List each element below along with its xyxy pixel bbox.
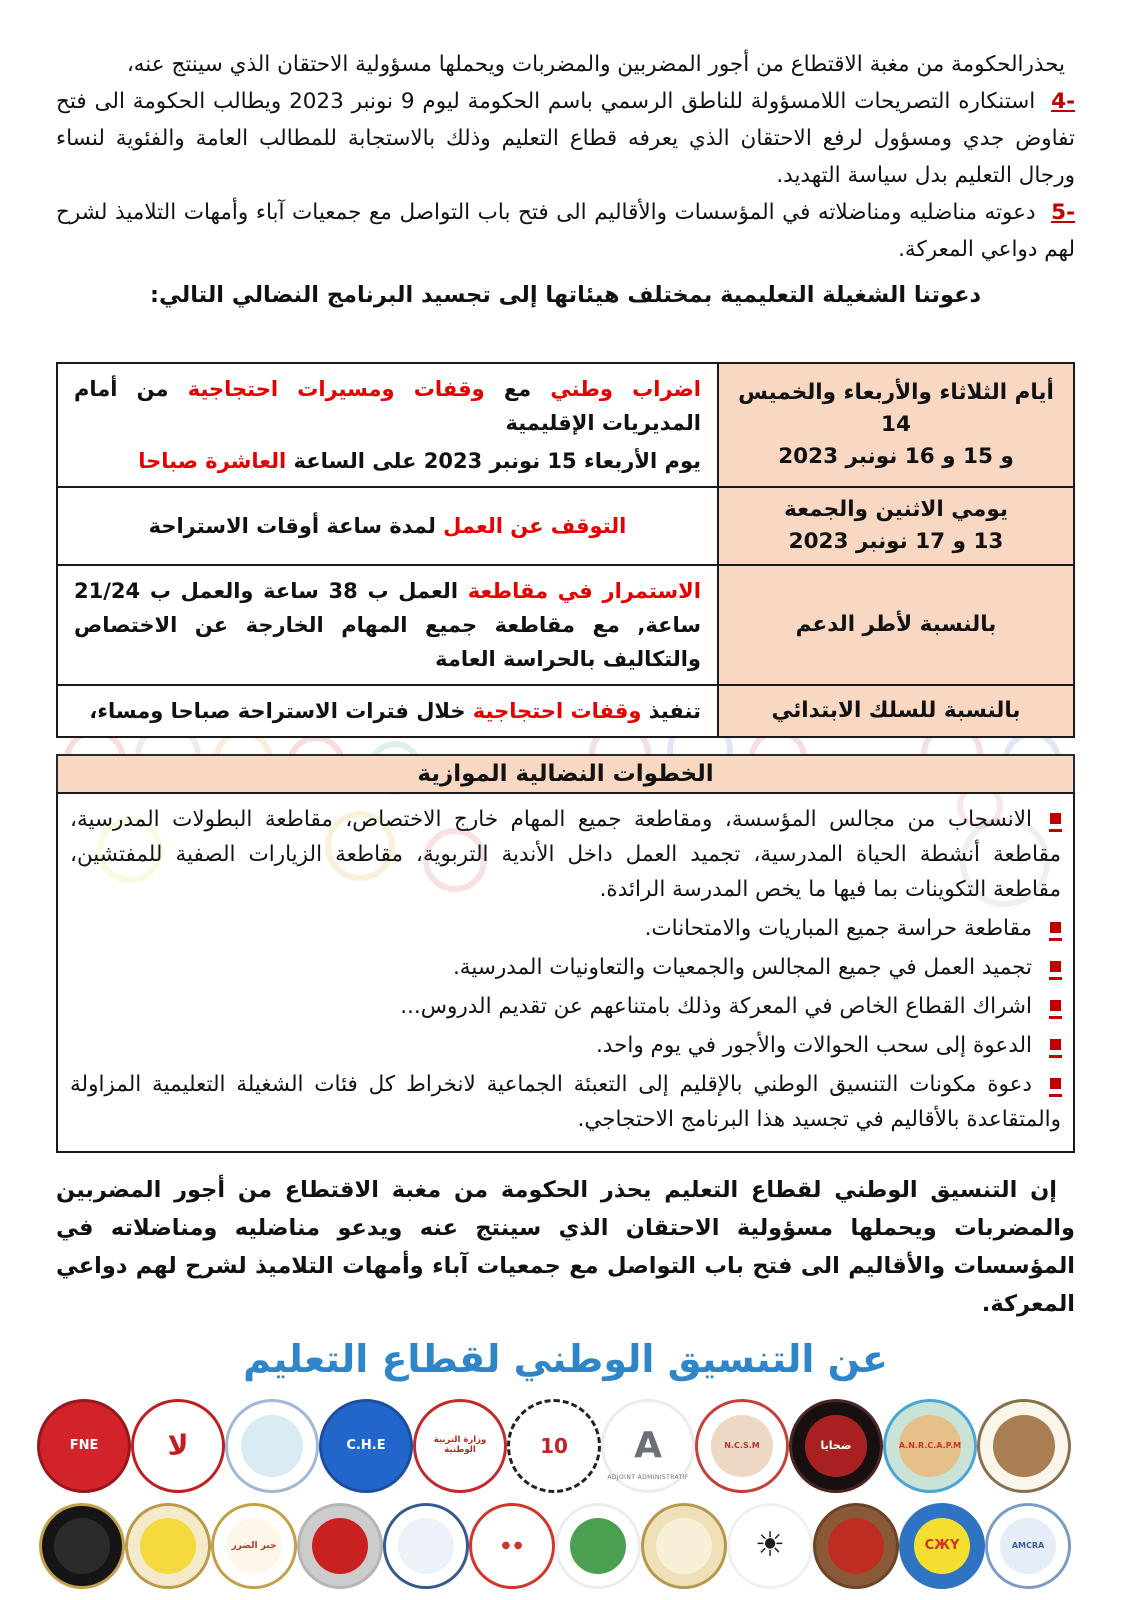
action-cell (58, 488, 717, 564)
program-table-row (58, 566, 1073, 686)
date-cell (717, 686, 1073, 736)
ten-hands-logo (507, 1399, 601, 1493)
step-text: الانسحاب من مجالس المؤسسة، ومقاطعة جميع المهام خارج الاختصاص، مقاطعة البطولات المدرسية، مقاطعة أنشطة الحياة المدرسية، تجميد العمل داخل الأندية التربوية، مقاطعة الزيارات الصفية للمفتشين، مقاطعة التكوينات بما فيها ما يخص المدرسة الرائدة. (70, 807, 1061, 902)
action-paragraph (74, 372, 701, 440)
step-text: الدعوة إلى سحب الحوالات والأجور في يوم واحد. (595, 1033, 1032, 1058)
bullet-square-icon (1050, 922, 1061, 933)
step-item (70, 802, 1061, 907)
logo-inner-disc (828, 1518, 884, 1574)
tifinagh-letters-logo (899, 1503, 985, 1589)
hands-solidarity-logo (813, 1503, 899, 1589)
date-line: يومي الاثنين والجمعة (784, 497, 1008, 522)
fne-logo (37, 1399, 131, 1493)
sunburst-people-logo (125, 1503, 211, 1589)
logo-text: C.H.E (346, 1437, 386, 1453)
parallel-steps-box (56, 792, 1075, 1153)
program-table-row (58, 686, 1073, 736)
item-text: دعوته مناضليه ومناضلاته في المؤسسات والأقاليم الى فتح باب التواصل مع جمعيات آباء وأمهات التلاميذ لشرح لهم دواعي المعركة. (56, 200, 1075, 262)
program-lead-line: دعوتنا الشغيلة التعليمية بمختلف هيئاتها إلى تجسيد البرنامج النضالي التالي: (149, 282, 982, 308)
action-paragraph (74, 574, 701, 676)
date-line: بالنسبة لأطر الدعم (795, 612, 997, 637)
date-line: 13 و 17 نونبر 2023 (788, 529, 1004, 554)
parallel-steps-header: الخطوات النضالية الموازية (56, 754, 1075, 792)
action-cell (58, 566, 717, 684)
logo-inner-disc (140, 1518, 196, 1574)
text-segment: خلال فترات الاستراحة صباحا ومساء، (89, 699, 466, 723)
item-number: 5- (1051, 200, 1075, 225)
date-line: أيام الثلاثاء والأربعاء والخميس (738, 380, 1054, 405)
date-cell (717, 566, 1073, 684)
action-cell (58, 364, 717, 486)
parallel-steps-list (70, 802, 1061, 1137)
bullet-square-icon (1050, 813, 1061, 824)
logo-inner-disc (570, 1518, 626, 1574)
action-paragraph (74, 694, 701, 728)
date-line: بالنسبة للسلك الابتدائي (771, 698, 1021, 723)
text-segment: العمل ب 38 ساعة والعمل ب 21/24 ساعة, مع مقاطعة جميع المهام الخارجة عن الاختصاص والتكاليف بالحراسة العامة (74, 579, 701, 671)
bullet-square-icon (1050, 1000, 1061, 1011)
adjoint-administratif-logo (601, 1399, 695, 1493)
logo-inner-disc (398, 1518, 454, 1574)
logo-text: AMCRA (1011, 1541, 1045, 1551)
logo-inner-disc (656, 1518, 712, 1574)
black-gold-emblem-logo (39, 1503, 125, 1589)
people-ring-gold-logo (641, 1503, 727, 1589)
red-fist-logo (297, 1503, 383, 1589)
text-segment: مع (484, 377, 532, 401)
logo-text: ضحايا (820, 1438, 852, 1452)
logo-text: ☀ (754, 1525, 786, 1566)
logo-text: N.C.S.M (724, 1441, 760, 1451)
logo-inner-disc (312, 1518, 368, 1574)
red-emphasis-text: وقفات ومسيرات احتجاجية (168, 377, 485, 401)
anrcapm-logo (883, 1399, 977, 1493)
date-cell (717, 364, 1073, 486)
logo-text: وزارة التربية الوطنية (433, 1435, 487, 1455)
ncsm-logo (695, 1399, 789, 1493)
jabr-addarar-logo (211, 1503, 297, 1589)
intro-continuation-text: يحذرالحكومة من مغبة الاقتطاع من أجور المضربين والمضربات ويحملها مسؤولية الاحتقان الذي سينتج عنه، (126, 52, 1065, 77)
numbered-item-4 (56, 83, 1075, 194)
red-emphasis-text: الاستمرار في مقاطعة (458, 579, 701, 603)
numbered-item-5 (56, 194, 1075, 268)
support-staff-starburst-logo (727, 1503, 813, 1589)
program-table-row (58, 364, 1073, 488)
step-item (70, 911, 1061, 946)
logo-text: FNE (69, 1437, 99, 1453)
logo-text: جبر الضرر (231, 1540, 277, 1551)
step-item (70, 950, 1061, 985)
red-emphasis-text: وقفات احتجاجية (465, 699, 642, 723)
logo-text: ● ● (501, 1540, 523, 1552)
step-item (70, 989, 1061, 1024)
logo-row-2 (56, 1503, 1075, 1589)
logo-text: A.N.R.C.A.P.M (898, 1441, 962, 1451)
technicians-union-logo (555, 1503, 641, 1589)
bullet-square-icon (1050, 1078, 1061, 1089)
action-paragraph (74, 444, 701, 478)
logo-row-1 (56, 1399, 1075, 1493)
laa-logo (131, 1399, 225, 1493)
signature-title: عن التنسيق الوطني لقطاع التعليم (243, 1337, 888, 1381)
dahaya-nidamain-logo (789, 1399, 883, 1493)
text-segment: يوم الأربعاء 15 نونبر 2023 على الساعة (286, 449, 701, 473)
che-logo (319, 1399, 413, 1493)
step-text: مقاطعة حراسة جميع المباريات والامتحانات. (644, 916, 1032, 941)
retirees-care-logo (469, 1503, 555, 1589)
red-emphasis-text: التوقف عن العمل (435, 514, 627, 538)
text-segment: تنفيذ (641, 699, 701, 723)
date-line: و 15 و 16 نونبر 2023 (778, 444, 1014, 469)
date-line: 14 (881, 412, 911, 437)
date-cell (717, 488, 1073, 564)
logo-text: A (634, 1425, 662, 1467)
logo-caption: ADJOINT ADMINISTRATIF (607, 1474, 689, 1481)
red-emphasis-text: العاشرة صباحا (138, 449, 287, 473)
action-cell (58, 686, 717, 736)
logo-text: لا (167, 1428, 189, 1462)
step-text: اشراك القطاع الخاص في المعركة وذلك بامتناعهم عن تقديم الدروس... (400, 994, 1032, 1019)
program-table-row (58, 488, 1073, 566)
amcra-logo (985, 1503, 1071, 1589)
step-item (70, 1067, 1061, 1137)
item-text: استنكاره التصريحات اللامسؤولة للناطق الرسمي باسم الحكومة ليوم 9 نونبر 2023 ويطالب الحكومة الى فتح تفاوض جدي ومسؤول لرفع الاحتقان الذي يعرفه قطاع التعليم وذلك بالاستجابة للمطالب العامة والفئوية لنساء ورجال التعليم بدل سياسة التهديد. (56, 89, 1075, 188)
action-paragraph (74, 509, 701, 543)
bullet-square-icon (1050, 961, 1061, 972)
red-emphasis-text: اضراب وطني (531, 377, 701, 401)
logo-text: 10 (540, 1433, 568, 1458)
step-text: تجميد العمل في جميع المجالس والجمعيات والتعاونيات المدرسية. (452, 955, 1032, 980)
text-segment: لمدة ساعة أوقات الاستراحة (148, 514, 436, 538)
education-ministry-union-logo (413, 1399, 507, 1493)
people-star-logo (225, 1399, 319, 1493)
logo-inner-disc (993, 1415, 1055, 1477)
logo-inner-disc (241, 1415, 303, 1477)
item-number: 4- (1051, 89, 1076, 114)
logo-text: CЖY (924, 1537, 960, 1553)
bullet-square-icon (1050, 1039, 1061, 1050)
step-text: دعوة مكونات التنسيق الوطني بالإقليم إلى التعبئة الجماعية لانخراط كل فئات الشغيلة التعليمية المزاولة والمتقاعدة بالأقاليم في تجسيد هذا البرنامج الاحتجاجي. (70, 1072, 1061, 1132)
pencil-fist-logo (383, 1503, 469, 1589)
step-item (70, 1028, 1061, 1063)
retirees-coordination-logo (977, 1399, 1071, 1493)
text-segment: من أمام المديريات الإقليمية (74, 377, 701, 435)
logo-inner-disc (54, 1518, 110, 1574)
closing-paragraph: إن التنسيق الوطني لقطاع التعليم يحذر الحكومة من مغبة الاقتطاع من أجور المضربين والمضربات ويحملها مسؤولية الاحتقان الذي سينتج عنه ويدعو مناضليه ومناضلاته في المؤسسات والأقاليم الى فتح باب التواصل مع جمعيات آباء وأمهات التلاميذ لشرح لهم دواعي المعركة. (56, 1177, 1075, 1317)
strike-program-table (56, 362, 1075, 738)
